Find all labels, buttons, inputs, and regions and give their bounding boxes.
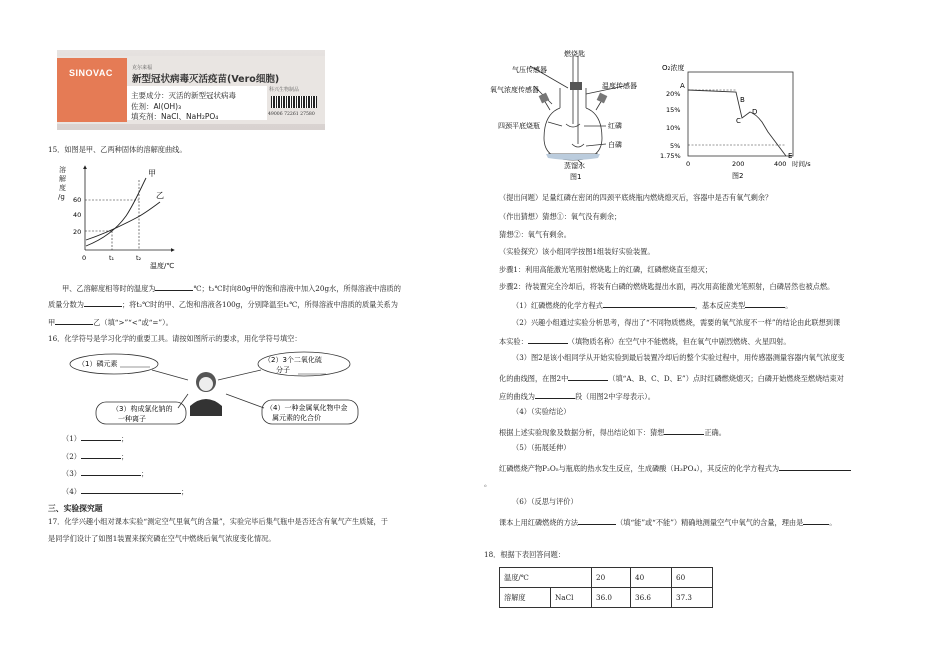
table-header-label: 温度/℃ <box>500 568 592 588</box>
q16-stem: 16．化学符号是学习化学的重要工具。请按如图所示的要求，用化学符号填空： <box>48 334 302 343</box>
graph1-ylabel-2: 度 <box>59 184 66 192</box>
table-value-20: 36.0 <box>592 588 631 608</box>
graph1-ylabel <box>58 165 66 201</box>
q17-p10: （3）图2是该小组同学从开始实验到最后装置冷却后的整个实验过程中，用传感器测量容器内氧气浓度变 <box>512 353 845 362</box>
q17-p5: 步骤1：利用高能激光笔照射燃烧匙上的红磷，红磷燃烧直至熄灭； <box>499 265 713 274</box>
fig2-ytick-5: 5% <box>670 142 681 150</box>
table-row <box>500 588 713 608</box>
graph1-ytick-20: 20 <box>73 228 82 236</box>
fig2-title: O₂浓度 <box>662 64 685 72</box>
fig2-xtick-200: 200 <box>732 160 745 168</box>
solubility-graph <box>56 160 186 270</box>
table-row-label: 溶解度 <box>500 588 551 608</box>
curve-a-label: 甲 <box>148 169 156 178</box>
box-line2: 佐剂：Al(OH)₃ <box>131 102 182 111</box>
q17-p4: （实验探究）该小组同学按图1组装好实验装置。 <box>499 247 655 256</box>
fig2-ytick-175: 1.75% <box>660 152 681 160</box>
table-temp-20: 20 <box>592 568 631 588</box>
q17-p13: （4）（实验结论） <box>512 407 571 416</box>
q16-answer-3: （3） ； <box>62 469 149 478</box>
q18-stem: 18．根据下表回答问题： <box>484 550 566 559</box>
q17-p7: （1）红磷燃烧的化学方程式 ，基本反应类型 。 <box>512 301 793 310</box>
table-row <box>500 568 713 588</box>
table-temp-40: 40 <box>631 568 672 588</box>
q17-p15: （5）（拓展延伸） <box>512 443 571 452</box>
q17-p9: 本实验： （填物质名称）在空气中不能燃烧，但在氧气中剧烈燃烧、火星四射。 <box>499 337 791 346</box>
table-temp-60: 60 <box>672 568 713 588</box>
fig2-xlabel: 时间/s <box>792 160 811 168</box>
graph1-xtick-0: 0 <box>82 254 87 262</box>
figure1-apparatus <box>490 48 660 180</box>
fig2-ytick-10: 10% <box>666 124 681 132</box>
bubble2-text-a: （2）3个二氧化硫 <box>264 356 322 364</box>
graph1-ytick-60: 60 <box>73 196 82 204</box>
q17-p17: 。 <box>484 479 492 488</box>
graph1-xtick-t1: t₁ <box>109 254 115 262</box>
figure2-o2-graph <box>660 62 820 184</box>
curve-b-label: 乙 <box>156 191 164 200</box>
graph1-ytick-40: 40 <box>73 211 82 219</box>
box-title: 新型冠状病毒灭活疫苗(Vero细胞) <box>132 74 280 85</box>
q16-bubbles <box>66 350 366 426</box>
fig1-spoon-label: 燃烧匙 <box>564 50 585 58</box>
fig2-xtick-400: 400 <box>774 160 787 168</box>
fig1-red-label: 红磷 <box>608 122 622 130</box>
fig2-caption: 图2 <box>732 172 744 180</box>
q15-stem: 15．如图是甲、乙两种固体的溶解度曲线。 <box>48 145 187 154</box>
q15-blank3[interactable] <box>55 316 93 325</box>
table-row-sub: NaCl <box>551 588 592 608</box>
q17-p19: 课本上用红磷燃烧的方法 （填“能”或“不能”）精确地测量空气中氧气的含量，理由是 。 <box>499 518 837 527</box>
fig2-point-C: C <box>736 117 741 125</box>
fig2-ytick-15: 15% <box>666 106 681 114</box>
q16-answer-4: （4） ； <box>62 487 189 496</box>
graph1-ylabel-3: /g <box>58 193 65 201</box>
q17-p14: 根据上述实验现象及数据分析，得出结论如下：猜想 正确。 <box>499 428 726 437</box>
graph1-ylabel-0: 溶 <box>59 166 66 174</box>
bubble4-text-a: （4）一种金属氧化物中金 <box>266 404 348 412</box>
fig1-pressure-label: 气压传感器 <box>512 66 547 74</box>
q16-answer-2: （2） ； <box>62 452 129 461</box>
graph1-ylabel-1: 解 <box>59 175 66 183</box>
fig1-caption: 图1 <box>570 173 582 180</box>
box-line1: 主要成分：灭活的新型冠状病毒 <box>131 91 236 100</box>
q17-p6: 步骤2：待装置完全冷却后，将装有白磷的燃烧匙提出水面，再次用高能激光笔照射，白磷居然也被点燃。 <box>499 282 835 291</box>
q15-line1: 甲、乙溶解度相等时的温度为 ℃；t₂℃时向80g甲的饱和溶液中加入20g水，所得溶液中溶质的 <box>62 284 401 293</box>
bubble3-text-b: 一种离子 <box>118 415 146 423</box>
box-barcode: 49006 72261 27580 <box>268 112 315 117</box>
q15-blank1[interactable] <box>155 282 193 291</box>
section3-heading: 三、实验探究题 <box>48 504 103 513</box>
q17-p18: （6）（反思与评价） <box>512 497 578 506</box>
bubble3-text-a: （3）构成氯化钠的 <box>112 405 173 413</box>
box-right-small: 科兴生物制品 <box>269 87 300 93</box>
q17-p12: 应的曲线为 段（用图2中字母表示）。 <box>499 392 655 401</box>
brand-logo: SINOVAC <box>69 68 113 78</box>
fig2-point-B: B <box>740 96 745 104</box>
fig1-white-label: 白磷 <box>608 141 622 149</box>
q15-blank2[interactable] <box>84 298 122 307</box>
student-avatar <box>190 372 222 416</box>
curve-b <box>86 202 160 240</box>
curve-a <box>86 178 146 246</box>
fig2-point-D: D <box>752 108 758 116</box>
q17-p11: 化的曲线图，在图2中 （填“A、B、C、D、E”）点时红磷燃烧熄灭；白磷开始燃烧至燃烧结束对 <box>499 374 844 383</box>
vaccine-box-image <box>57 50 325 130</box>
q17-p1: （提出问题）足量红磷在密闭的四颈平底烧瓶内燃烧熄灭后，容器中是否有氧气剩余？ <box>499 193 773 202</box>
box-line3: 填充剂：NaCl、NaH₂PO₄ <box>131 112 219 121</box>
solubility-table <box>499 567 713 608</box>
q17-p3: 猜想②：氧气有剩余。 <box>499 230 571 239</box>
q15-line3: 甲 乙（填“>”“<”或“=”）。 <box>48 318 173 327</box>
table-value-40: 36.6 <box>631 588 672 608</box>
fig1-flask-label: 四颈平底烧瓶 <box>498 122 540 130</box>
graph1-xtick-t2: t₂ <box>136 254 142 262</box>
fig2-ytick-20: 20% <box>666 90 681 98</box>
fig2-xtick-0: 0 <box>686 160 691 168</box>
q17-line1: 17．化学兴趣小组对课本实验“测定空气里氧气的含量”，实验完毕后集气瓶中是否还含有氧气产生质疑，于 <box>48 517 388 526</box>
q17-line2: 是同学们设计了如图1装置来探究磷在空气中燃烧后氧气浓度变化情况。 <box>48 534 276 543</box>
table-value-60: 37.3 <box>672 588 713 608</box>
q17-p2: （作出猜想）猜想①：氧气没有剩余； <box>499 212 622 221</box>
bubble1-text: （1）磷元素 <box>78 360 118 368</box>
fig1-temp-label: 温度传感器 <box>602 82 637 90</box>
graph1-xlabel: 温度/℃ <box>150 262 175 270</box>
q17-p16: 红磷燃烧产物P₂O₅与瓶底的热水发生反应，生成磷酸（H₃PO₄），其反应的化学方程式为 <box>499 462 851 474</box>
fig2-point-E: E <box>788 152 793 160</box>
bubble4-text-b: 属元素的化合价 <box>272 414 321 422</box>
fig1-water-label: 蒸馏水 <box>564 162 585 170</box>
q16-answer-1: （1） ； <box>62 434 129 443</box>
fig2-point-A: A <box>680 82 685 90</box>
bubble2-text-b: 分子 <box>276 366 290 374</box>
box-small-top: 克尔来福 <box>132 65 153 71</box>
q17-p8: （2）兴趣小组通过实验分析思考，得出了“不同物质燃烧，需要的氧气浓度不一样”的结论由此联想到课 <box>512 318 841 327</box>
fig1-oxygen-label: 氧气浓度传感器 <box>490 86 539 94</box>
q15-line2: 质量分数为 ；将t₂℃时的甲、乙饱和溶液各100g，分别降温至t₁℃，所得溶液中溶质的质量关系为 <box>48 300 398 309</box>
